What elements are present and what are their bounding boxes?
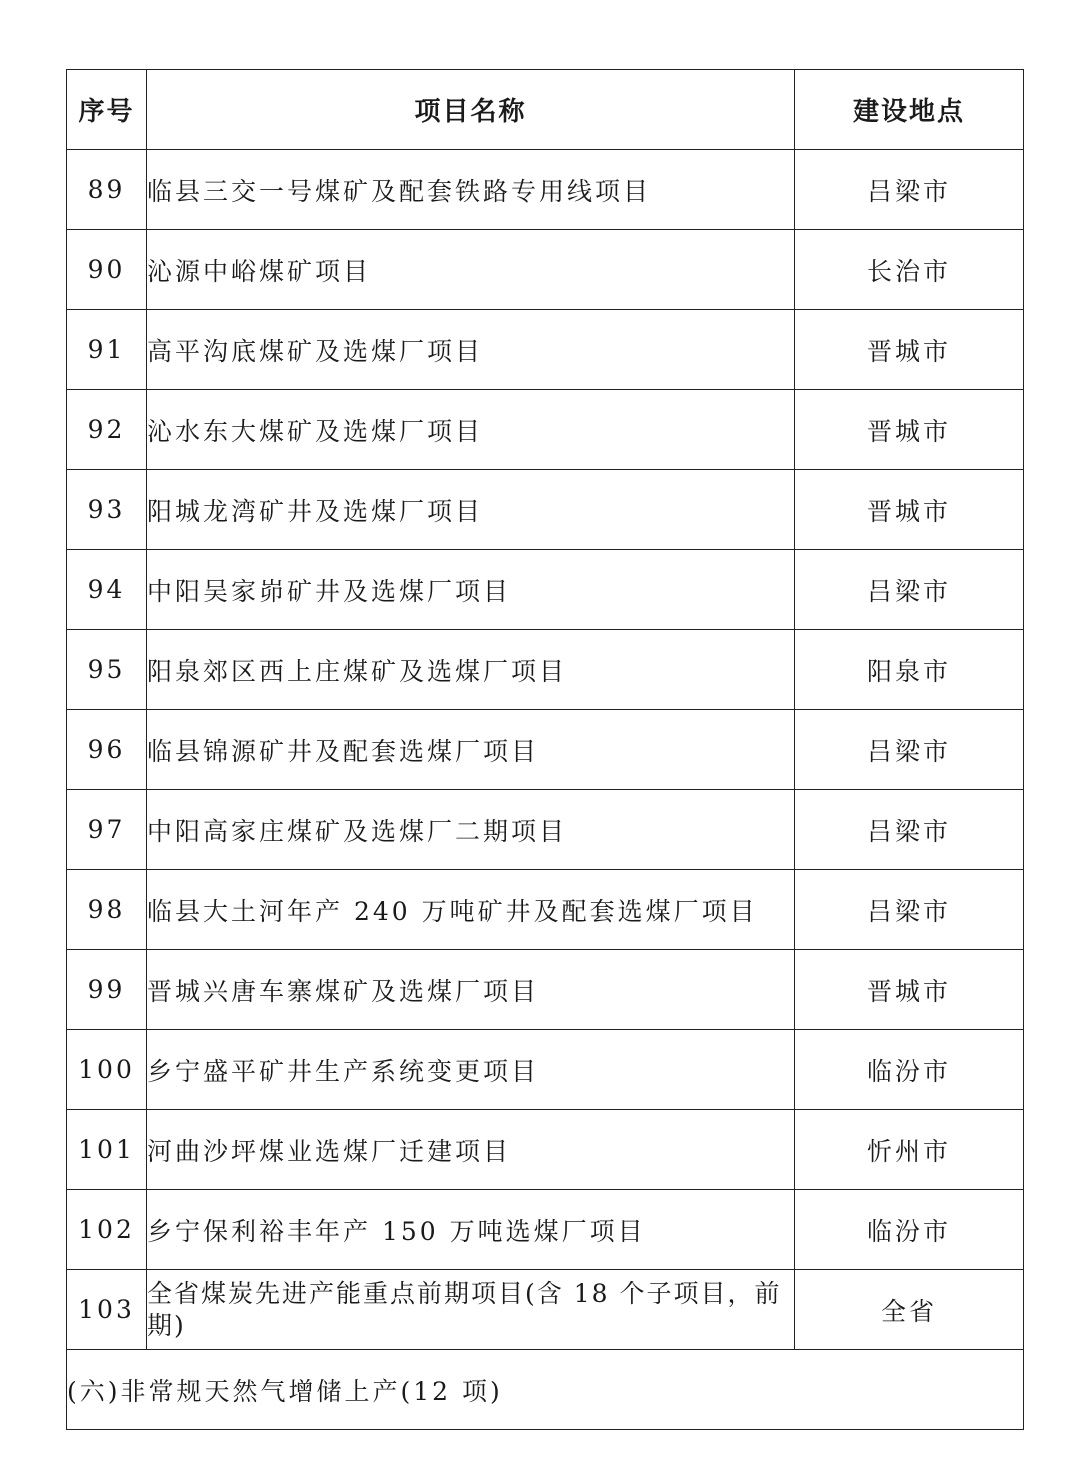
row-seq: 102 bbox=[67, 1190, 147, 1270]
row-location: 晋城市 bbox=[795, 470, 1024, 550]
row-seq: 92 bbox=[67, 390, 147, 470]
table-row bbox=[67, 1190, 1024, 1270]
row-project-name: 晋城兴唐车寨煤矿及选煤厂项目 bbox=[147, 950, 795, 1030]
row-location: 吕梁市 bbox=[795, 550, 1024, 630]
row-seq: 101 bbox=[67, 1110, 147, 1190]
row-location: 晋城市 bbox=[795, 950, 1024, 1030]
row-project-name: 中阳吴家峁矿井及选煤厂项目 bbox=[147, 550, 795, 630]
row-project-name: 阳城龙湾矿井及选煤厂项目 bbox=[147, 470, 795, 550]
row-location: 吕梁市 bbox=[795, 790, 1024, 870]
row-seq: 94 bbox=[67, 550, 147, 630]
section-heading: (六)非常规天然气增储上产(12 项) bbox=[67, 1350, 1024, 1430]
table-row bbox=[67, 230, 1024, 310]
table-row bbox=[67, 390, 1024, 470]
projects-table bbox=[66, 69, 1024, 1430]
row-location: 吕梁市 bbox=[795, 150, 1024, 230]
row-location: 晋城市 bbox=[795, 390, 1024, 470]
table-header-row bbox=[67, 70, 1024, 150]
table-row bbox=[67, 950, 1024, 1030]
row-project-name: 临县锦源矿井及配套选煤厂项目 bbox=[147, 710, 795, 790]
row-location: 临汾市 bbox=[795, 1030, 1024, 1110]
table-row bbox=[67, 1270, 1024, 1350]
row-seq: 95 bbox=[67, 630, 147, 710]
row-seq: 103 bbox=[67, 1270, 147, 1350]
table-row bbox=[67, 150, 1024, 230]
row-project-name: 中阳高家庄煤矿及选煤厂二期项目 bbox=[147, 790, 795, 870]
table-row bbox=[67, 1110, 1024, 1190]
row-location: 忻州市 bbox=[795, 1110, 1024, 1190]
header-location: 建设地点 bbox=[795, 70, 1024, 150]
row-seq: 89 bbox=[67, 150, 147, 230]
row-project-name: 临县大土河年产 240 万吨矿井及配套选煤厂项目 bbox=[147, 870, 795, 950]
row-project-name: 乡宁盛平矿井生产系统变更项目 bbox=[147, 1030, 795, 1110]
table-row bbox=[67, 470, 1024, 550]
row-seq: 90 bbox=[67, 230, 147, 310]
table-row bbox=[67, 710, 1024, 790]
row-project-name: 阳泉郊区西上庄煤矿及选煤厂项目 bbox=[147, 630, 795, 710]
row-location: 长治市 bbox=[795, 230, 1024, 310]
row-project-name: 沁源中峪煤矿项目 bbox=[147, 230, 795, 310]
row-project-name: 临县三交一号煤矿及配套铁路专用线项目 bbox=[147, 150, 795, 230]
row-project-name: 乡宁保利裕丰年产 150 万吨选煤厂项目 bbox=[147, 1190, 795, 1270]
row-location: 吕梁市 bbox=[795, 710, 1024, 790]
section-heading-row bbox=[67, 1350, 1024, 1430]
table-row bbox=[67, 870, 1024, 950]
row-seq: 93 bbox=[67, 470, 147, 550]
row-location: 晋城市 bbox=[795, 310, 1024, 390]
row-project-name: 全省煤炭先进产能重点前期项目(含 18 个子项目，前期) bbox=[147, 1270, 795, 1350]
table-row bbox=[67, 790, 1024, 870]
table-row bbox=[67, 310, 1024, 390]
row-project-name: 沁水东大煤矿及选煤厂项目 bbox=[147, 390, 795, 470]
row-location: 全省 bbox=[795, 1270, 1024, 1350]
table-row bbox=[67, 550, 1024, 630]
row-project-name: 高平沟底煤矿及选煤厂项目 bbox=[147, 310, 795, 390]
header-name: 项目名称 bbox=[147, 70, 795, 150]
row-seq: 91 bbox=[67, 310, 147, 390]
row-seq: 100 bbox=[67, 1030, 147, 1110]
row-location: 阳泉市 bbox=[795, 630, 1024, 710]
row-seq: 98 bbox=[67, 870, 147, 950]
row-location: 临汾市 bbox=[795, 1190, 1024, 1270]
row-project-name: 河曲沙坪煤业选煤厂迁建项目 bbox=[147, 1110, 795, 1190]
row-location: 吕梁市 bbox=[795, 870, 1024, 950]
table-row bbox=[67, 1030, 1024, 1110]
row-seq: 96 bbox=[67, 710, 147, 790]
row-seq: 99 bbox=[67, 950, 147, 1030]
table-row bbox=[67, 630, 1024, 710]
row-seq: 97 bbox=[67, 790, 147, 870]
header-seq: 序号 bbox=[67, 70, 147, 150]
